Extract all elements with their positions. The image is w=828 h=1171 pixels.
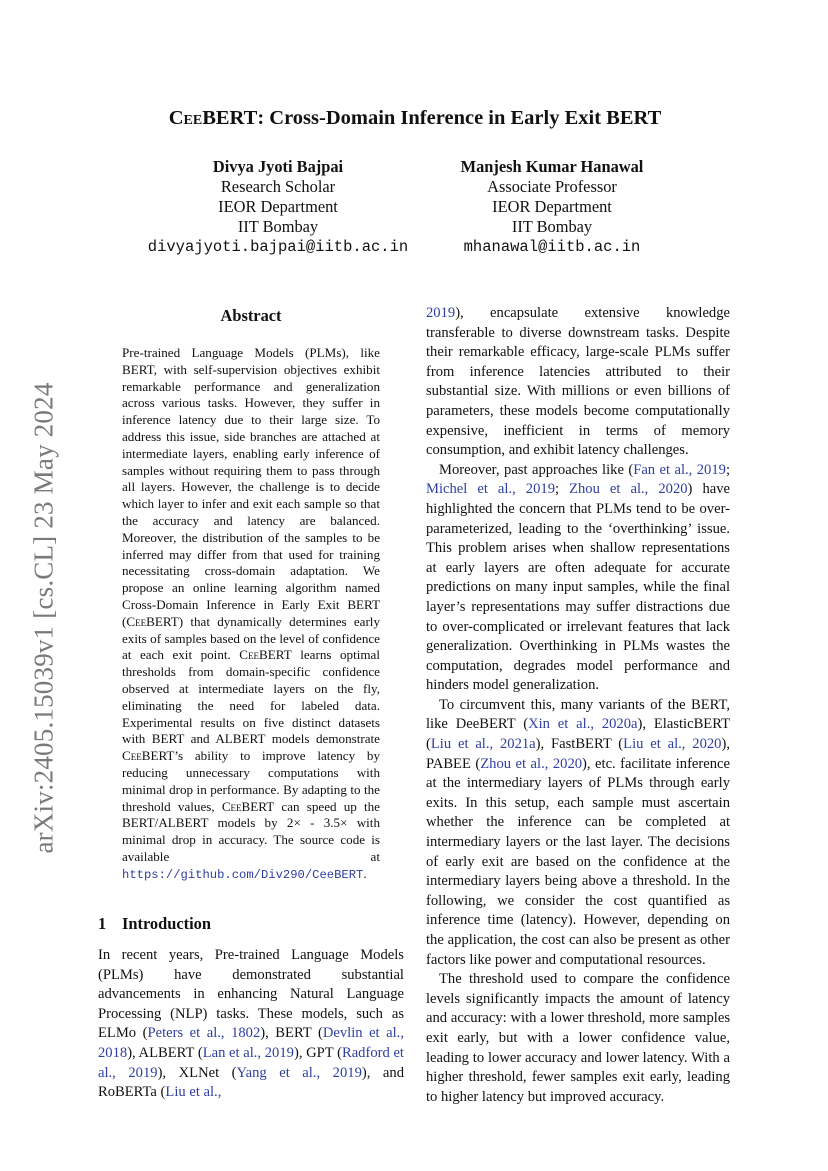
body-text: ), encapsulate extensive knowledge transferable to diverse downstream tasks. Despite their remarkable efficacy, large-scale PLMs suffer from inference latencies attributed to their substantial size. With millions or even billions of parameters, these models become computationally expensive, inefficient in terms of memory consumption, and exhibit latency challenges. bbox=[426, 305, 730, 459]
method-name: CeeBERT bbox=[239, 647, 292, 663]
title-method-name: CeeBERT bbox=[168, 107, 258, 129]
body-text: Moreover, past approaches like ( bbox=[439, 461, 634, 478]
author-name: Divya Jyoti Bajpai bbox=[212, 157, 344, 176]
body-text: ), BERT ( bbox=[260, 1025, 323, 1042]
author-role: Associate Professor bbox=[487, 177, 617, 196]
author-block-2 bbox=[402, 157, 702, 257]
paragraph bbox=[426, 304, 730, 461]
paragraph bbox=[426, 461, 730, 696]
body-text: ), PABEE ( bbox=[426, 736, 730, 772]
body-text: ) have highlighted the concern that PLMs tend to be over-parameterized, leading to the ‘overthinking’ issue. This problem arises when shallow representations at early layers are often adequate for accurate predictions on many input samples, while the final layer’s representations may suffer distractions due to over-complicated or irrelevant features that lack generalization. Overthinking in PLMs wastes the computation, degrades model performance and hinders model generalization. bbox=[426, 481, 730, 694]
method-name: CeeBERT bbox=[122, 748, 175, 764]
title-rest: : Cross-Domain Inference in Early Exit BERT bbox=[257, 107, 662, 129]
body-text: ; bbox=[555, 481, 570, 498]
abstract-text: ) that dynamically determines early exits of samples based on the level of confidence at each exit point. bbox=[122, 613, 380, 663]
paper-title bbox=[100, 107, 730, 130]
citation-link[interactable]: Liu et al., 2020 bbox=[623, 736, 722, 753]
body-text: ), GPT ( bbox=[293, 1044, 342, 1061]
citation-link[interactable]: Zhou et al., 2020 bbox=[480, 755, 583, 772]
citation-link[interactable]: 2019 bbox=[426, 305, 456, 321]
author-department: IEOR Department bbox=[218, 197, 338, 216]
method-name: CeeBERT bbox=[221, 798, 275, 814]
body-text: ), FastBERT ( bbox=[535, 736, 624, 753]
author-institution: IIT Bombay bbox=[237, 217, 319, 236]
citation-link[interactable]: Radford et al., 2019 bbox=[98, 1044, 404, 1081]
source-code-link[interactable]: https://github.com/Div290/CeeBERT bbox=[122, 867, 364, 882]
author-department: IEOR Department bbox=[492, 197, 612, 216]
author-email[interactable]: mhanawal@iitb.ac.in bbox=[463, 238, 641, 256]
citation-link[interactable]: Devlin et al., 2018 bbox=[98, 1025, 404, 1061]
abstract-heading: Abstract bbox=[220, 306, 282, 325]
body-text: In recent years, Pre-trained Language Models (PLMs) have demonstrated substantial advancements in enhancing Natural Language Processing (NLP) tasks. These models, such as ELMo ( bbox=[98, 947, 404, 1042]
citation-link[interactable]: Fan et al., 2019 bbox=[633, 461, 726, 478]
body-text: ), ElasticBERT ( bbox=[426, 716, 730, 753]
citation-link[interactable]: Liu et al., 2021a bbox=[430, 736, 536, 753]
body-text: ), XLNet ( bbox=[157, 1064, 237, 1081]
intro-left-column bbox=[98, 946, 404, 1103]
paragraph bbox=[426, 696, 730, 970]
author-role: Research Scholar bbox=[220, 177, 336, 196]
author-block-1 bbox=[128, 157, 428, 257]
citation-link[interactable]: Michel et al., 2019 bbox=[426, 481, 555, 498]
abstract-text: learns optimal thresholds from domain-specific confidence observed at intermediate layers on the fly, eliminating the need for labeled data. Experimental results on five distinct datasets with BERT and ALBERT models demonstrate bbox=[122, 647, 380, 747]
intro-right-column bbox=[426, 304, 730, 1107]
author-email[interactable]: divyajyoti.bajpai@iitb.ac.in bbox=[147, 238, 409, 256]
method-name: CeeBERT bbox=[126, 613, 179, 629]
citation-link[interactable]: Zhou et al., 2020 bbox=[569, 481, 688, 498]
body-text: ; bbox=[725, 461, 730, 478]
body-text: ), ALBERT ( bbox=[127, 1044, 203, 1061]
citation-link[interactable]: Xin et al., 2020a bbox=[528, 716, 638, 733]
abstract-text: ’s ability to improve latency by reducing unnecessary computations with minimal drop in performance. By adapting to the threshold values, bbox=[122, 748, 380, 814]
body-text: ), and RoBERTa ( bbox=[98, 1064, 404, 1101]
section-number: 1 bbox=[98, 914, 107, 933]
abstract-text: . bbox=[363, 865, 367, 881]
abstract-text: Pre-trained Language Models (PLMs), like BERT, with self-supervision objectives exhibit remarkable performance and generalization across various tasks. However, they suffer in inference latency due to their large size. To address this issue, side branches are attached at intermediate layers, enabling early inference of samples without requiring them to pass through all layers. However, the challenge is to decide which layer to infer and exit each sample so that the accuracy and latency are balanced. Moreover, the distribution of the samples to be inferred may differ from that used for training necessitating cross-domain adaptation. We propose an online learning algorithm named Cross-Domain Inference in Early Exit BERT ( bbox=[122, 345, 380, 629]
body-text: To circumvent this, many variants of the BERT, like DeeBERT ( bbox=[426, 696, 730, 733]
section-title: Introduction bbox=[122, 914, 211, 933]
body-text: ), etc. facilitate inference at the intermediary layers of PLMs through early exits. In this setup, each sample must ascertain whether the inference can be completed at intermediary layers or the last layer. The decisions of early exit are based on the confidence at the intermediary layers being above a threshold. In the following, we consider the cost quantified as inference time (latency). However, depending on the application, the cost can also be present as other factors like power and computational resources. bbox=[426, 755, 730, 968]
citation-link[interactable]: Peters et al., 1802 bbox=[147, 1025, 261, 1042]
citation-link[interactable]: Liu et al., bbox=[165, 1084, 222, 1101]
abstract-text: can speed up the BERT/ALBERT models by 2× - 3.5× with minimal drop in accuracy. The source code is available at bbox=[122, 798, 380, 864]
paragraph bbox=[426, 970, 730, 1107]
body-text: The threshold used to compare the confidence levels significantly impacts the amount of latency and accuracy: with a lower threshold, more samples exit early, but with a lower confidence value, leading to lower accuracy and lower latency. With a higher threshold, fewer samples exit early, leading to higher latency but improved accuracy. bbox=[426, 971, 730, 1105]
citation-link[interactable]: Lan et al., 2019 bbox=[202, 1044, 294, 1061]
abstract-body bbox=[122, 345, 380, 884]
author-name: Manjesh Kumar Hanawal bbox=[460, 157, 644, 176]
citation-link[interactable]: Yang et al., 2019 bbox=[236, 1064, 362, 1081]
section-heading-introduction bbox=[98, 914, 408, 934]
author-institution: IIT Bombay bbox=[511, 217, 593, 236]
arxiv-identifier: arXiv:2405.15039v1 [cs.CL] 23 May 2024 bbox=[28, 382, 59, 854]
paragraph bbox=[98, 946, 404, 1103]
